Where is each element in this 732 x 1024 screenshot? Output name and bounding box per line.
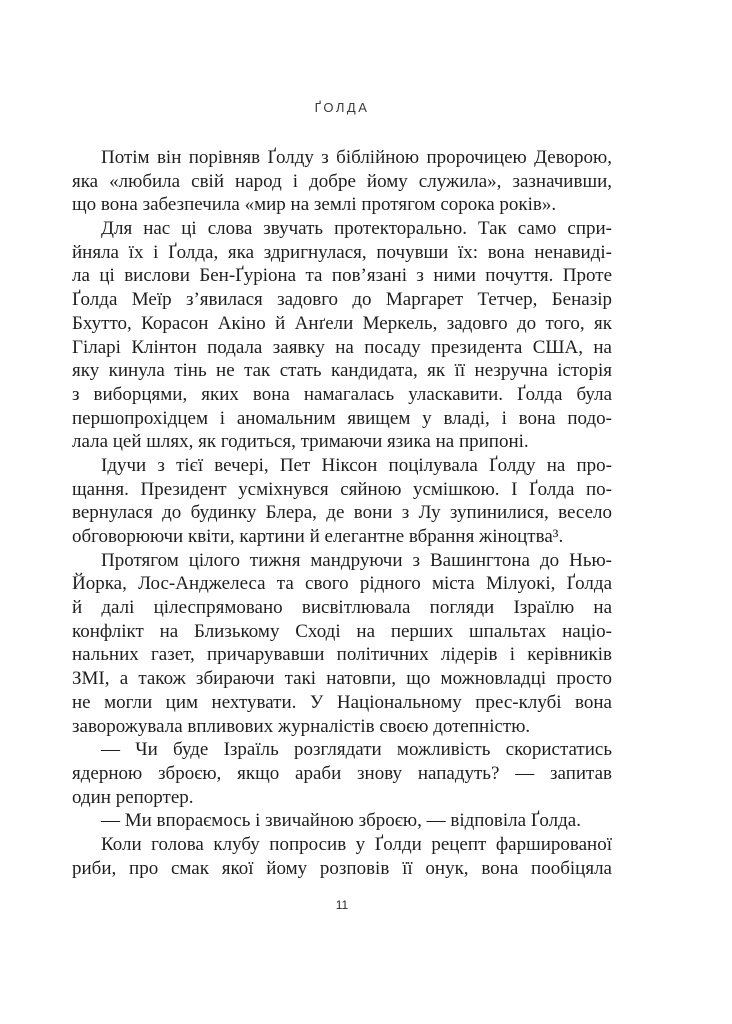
page-number: 11 (335, 898, 349, 912)
text-line: яка «любила свій народ і добре йому служила», зазначивши, (72, 170, 612, 192)
text-line: лала цей шлях, як годиться, тримаючи язика на припоні. (72, 431, 529, 453)
text-line: нальних газет, причарувавши політичних лідерів і керівників (72, 644, 612, 666)
text-line: один репортер. (72, 786, 194, 808)
text-line: Ґолда Меїр з’явилася задовго до Маргарет Тетчер, Беназір (72, 289, 612, 311)
text-line: ла ці вислови Бен-Ґуріона та пов’язані з ними почуття. Проте (72, 265, 612, 287)
text-block (72, 146, 612, 880)
text-line: що вона забезпечила «мир на землі протягом сорока років». (72, 194, 557, 216)
text-line: з виборцями, яких вона намагалась уласкавити. Ґолда була (72, 383, 612, 405)
text-line: вернулася до будинку Блера, де вони з Лу зупинилися, весело (72, 502, 612, 524)
text-line: щання. Президент усміхнувся сяйною усмішкою. І Ґолда по- (72, 478, 612, 500)
paragraph (72, 549, 612, 739)
paragraph (72, 738, 612, 809)
text-line: йняла їх і Ґолда, яка здригнулася, почувши їх: вона ненавиді- (72, 241, 612, 263)
paragraph (72, 454, 612, 549)
text-line: — Ми впораємось і звичайною зброєю, — відповіла Ґолда. (101, 810, 581, 832)
text-line: Ідучи з тієї вечері, Пет Ніксон поцілувала Ґолду на про- (101, 454, 612, 476)
text-line: не могли цим нехтувати. У Національному прес-клубі вона (72, 691, 612, 713)
text-line: риби, про смак якої йому розповів її онук, вона пообіцяла (72, 857, 612, 879)
text-line: яку кинула тінь не так стать кандидата, як її незручна історія (72, 360, 612, 382)
text-line: Гіларі Клінтон подала заявку на посаду президента США, на (72, 336, 612, 358)
text-line: ЗМІ, а також збираючи такі натовпи, що можновладці просто (72, 668, 612, 690)
text-line: Бхутто, Корасон Акіно й Анґели Меркель, задовго до того, як (72, 312, 612, 334)
text-line: Коли голова клубу попросив у Ґолди рецепт фаршированої (101, 833, 612, 855)
text-line: — Чи буде Ізраїль розглядати можливість скористатись (101, 739, 612, 761)
running-header: ҐОЛДА (314, 100, 370, 115)
text-line: Йорка, Лос-Анджелеса та свого рідного міста Мілуокі, Ґолда (72, 573, 612, 595)
text-line: обговорюючи квіти, картини й елегантне вбрання жіноцтва³. (72, 526, 564, 547)
paragraph (72, 146, 612, 217)
text-line: Потім він порівняв Ґолду з біблійною пророчицею Деворою, (101, 147, 612, 168)
text-line: заворожувала впливових журналістів своєю дотепністю. (72, 715, 531, 737)
text-line: першопрохідцем і аномальним явищем у владі, і вона подо- (72, 407, 612, 429)
text-line: Для нас ці слова звучать протекторально. Так само спри- (101, 218, 612, 240)
paragraph (72, 833, 612, 880)
text-line: конфлікт на Близькому Сході на перших шпальтах націо- (72, 620, 612, 642)
text-line: ядерною зброєю, якщо араби знову нападуть? — запитав (72, 762, 612, 784)
paragraph (72, 217, 612, 454)
paragraph (72, 809, 612, 833)
text-line: Протягом цілого тижня мандруючи з Вашингтона до Нью- (101, 549, 612, 571)
text-line: й далі цілеспрямовано висвітлювала погляди Ізраїлю на (72, 597, 612, 619)
